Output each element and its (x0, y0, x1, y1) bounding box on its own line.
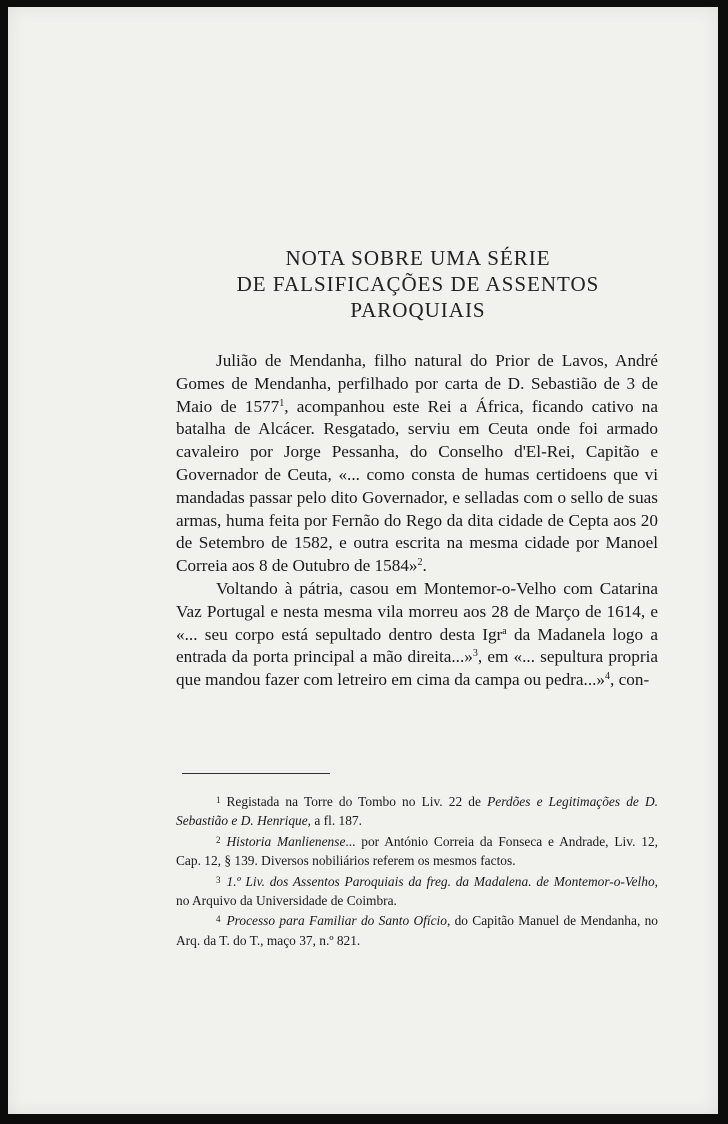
paragraph-2-text-2: da Madanela logo a entrada da porta principal a mão direita...» (176, 624, 659, 667)
footnote-ref-1: 1 (279, 397, 285, 409)
footnote-3-text: , no Arquivo da Universidade de Coimbra. (176, 873, 658, 909)
paragraph-2-text-4: , con- (610, 670, 650, 690)
footnote-1-number: 1 (216, 795, 221, 805)
footnote-4-italic: Processo para Familiar do Santo Ofício (226, 913, 447, 929)
title-line-1: NOTA SOBRE UMA SÉRIE (285, 246, 551, 270)
paragraph-1 (176, 350, 658, 578)
footnote-3 (176, 871, 658, 911)
footnote-ref-2: 2 (417, 557, 423, 569)
document-page (8, 7, 718, 1114)
footnote-ref-4: 4 (605, 671, 611, 683)
paragraph-1-text-1: Julião de Mendanha, filho natural do Prior de Lavos, André Gomes de Mendanha, perfilhado por carta de D. Sebastião de 3 de Maio de 1577 (176, 351, 658, 416)
footnotes (176, 791, 658, 950)
footnote-4-text: , do Capitão Manuel de Mendanha, no Arq. da T. do T., maço 37, n.º 821. (176, 913, 658, 948)
footnote-1 (176, 791, 658, 831)
footnote-2-italic: Historia Manlienense (226, 833, 346, 849)
paragraph-1-text-2: , acompanhou este Rei a África, ficando cativo na batalha de Alcácer. Resgatado, serviu em Ceuta onde foi armado cavaleiro por Jorge Pessanha, do Conselho d'El-Rei, Capitão e Governador de Ceuta, «... como consta de humas certidoens que vi mandadas passar pelo dito Governador, e selladas com o sello de suas armas, huma feita por Fernão do Rego da dita cidade de Cepta aos 20 de Setembro de 1582, e outra escrita na mesma cidade por Manoel Correia aos 8 de Outubro de 1584» (176, 396, 658, 576)
footnote-3-italic: 1.º Liv. dos Assentos Paroquiais da freg. da Madalena. de Montemor-o-Velho (226, 873, 655, 889)
article-title (168, 245, 668, 323)
footnote-2 (176, 831, 658, 871)
footnote-1-italic: Perdões e Legitimações de D. Sebastião e D. Henrique (176, 794, 658, 829)
footnote-2-number: 2 (216, 834, 221, 845)
footnote-4 (176, 910, 658, 950)
footnote-1-text-2: , a fl. 187. (307, 813, 362, 829)
footnote-divider (182, 773, 330, 774)
footnote-2-text: ... por António Correia da Fonseca e Andrade, Liv. 12, Cap. 12, § 139. Diversos nobiliários referem os mesmos factos. (176, 833, 658, 869)
footnote-3-number: 3 (216, 874, 221, 885)
footnote-ref-3: 3 (472, 648, 478, 660)
footnote-4-number: 4 (216, 914, 221, 925)
title-line-3: PAROQUIAIS (350, 298, 486, 322)
article-body (176, 350, 658, 692)
paragraph-2-text-3: , em «... sepultura propria que mandou fazer com letreiro em cima da campa ou pedra...» (176, 647, 658, 690)
footnote-1-text-1: Registada na Torre do Tombo no Liv. 22 de (226, 794, 488, 809)
paragraph-2-text-1: Voltando à pátria, casou em Montemor-o-Velho com Catarina Vaz Portugal e nesta mesma vila morreu aos 28 de Março de 1614, e «... seu corpo está sepultado dentro desta Igr (176, 578, 658, 644)
paragraph-2 (176, 578, 658, 692)
paragraph-1-text-3: . (422, 556, 427, 576)
abbreviation-superscript: a (502, 625, 507, 637)
title-line-2: DE FALSIFICAÇÕES DE ASSENTOS (236, 272, 600, 296)
